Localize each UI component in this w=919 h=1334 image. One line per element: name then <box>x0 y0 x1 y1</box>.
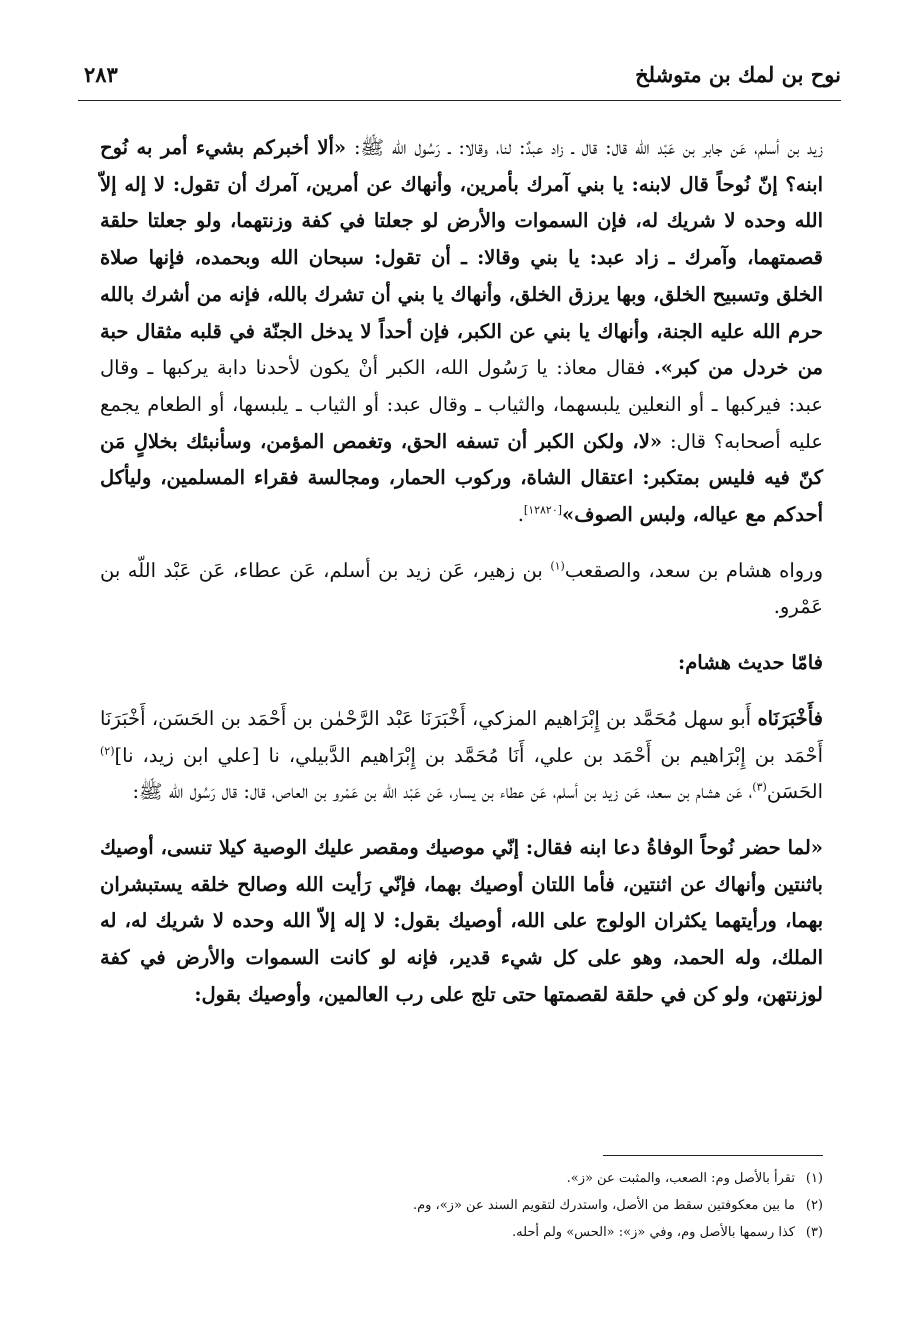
footnote-marker: (٢) <box>100 744 115 758</box>
text-segment: . <box>517 503 524 527</box>
quoted-text: «ألا أخبركم بشيء أمر به نُوح ابنه؟ إنّ نُوحاً قال لابنه: يا بني آمرك بأمرين، وأنهاك عن أمرين، آمرك أن تقول: لا إله إلاّ الله وحده لا شريك له، فإن السموات والأرض لو جعلتا في كفة وزنتهما، ولو جعلتا حلقة قصمتهما، وآمرك ـ زاد عبد: يا بني وقالا: ـ أن تقول: سبحان الله وبحمده، فإنها صلاة الخلق وتسبيح الخلق، وبها يرزق الخلق، وأنهاك يا بني أن تشرك بالله، فإنه من أشرك بالله حرم الله عليه الجنة، وأنهاك يا بني عن الكبر، فإن أحداً لا يدخل الجنّة في قلبه مثقال حبة من خردل من كبر». <box>100 136 823 380</box>
footnote-number: (١) <box>805 1171 823 1186</box>
text-segment: ورواه هشام بن سعد، والصقعب <box>564 558 823 582</box>
paragraph <box>100 701 823 811</box>
footnote-separator <box>603 1155 823 1156</box>
text-segment: فقال معاذ: يا رَسُول الله، الكبر أنْ يكون لأحدنا دابة يركبها ـ وقال عبد: فيركبها ـ أو النعلين يلبسهما، والثياب ـ وقال عبد: أو الثياب ـ يلبسها، أو الطعام يجمع عليه أصحابه؟ قال: <box>100 356 823 453</box>
paragraph <box>100 130 823 534</box>
paragraph <box>100 830 823 1014</box>
quoted-text: فأَخْبَرَنَاه <box>757 706 823 730</box>
text-segment: أَبو سهل مُحَمَّد بن إِبْرَاهيم المزكي، أَخْبَرَنَا عَبْد الرَّحْمٰن بن أَحْمَد بن الحَسَن، أَخْبَرَنَا أَحْمَد بن إِبْرَاهيم بن أَحْمَد بن علي، أَنَا مُحَمَّد بن إِبْرَاهيم الدَّبيلي، نا [علي ابن زيد، نا] <box>100 706 823 767</box>
footnote-marker: (٣) <box>752 780 767 794</box>
header-rule <box>78 100 841 101</box>
main-text <box>100 130 823 1032</box>
text-segment: بن زهير، عَن زيد بن أسلم، عَن عطاء، عَن عَبْد اللّه بن عَمْرو. <box>100 558 823 619</box>
footnote <box>100 1165 823 1192</box>
page-number: ٢٨٣ <box>84 62 118 87</box>
page-header <box>78 58 841 98</box>
running-title: نوح بن لمك بن متوشلخ <box>635 62 841 87</box>
footnote-text: ما بين معكوفتين سقط من الأصل، واستدرك لتقويم السند عن «ز»، وم. <box>412 1198 795 1213</box>
text-segment: ، عَن هشام بن سعد، عَن زيد بن أسلم، عَن عطاء بن يسار، عَن عَبْد اللّه بن عَمْرو بن العاص، قال: قال رَسُول الله ﷺ: <box>132 780 753 804</box>
paragraph <box>100 645 823 682</box>
text-segment: الحَسَن <box>766 780 823 804</box>
paragraph <box>100 553 823 626</box>
footnotes <box>100 1165 823 1246</box>
footnote-text: كذا رسمها بالأصل وم، وفي «ز»: «الحس» ولم أحله. <box>511 1225 795 1240</box>
footnote-marker: (١) <box>550 559 565 573</box>
footnote-number: (٢) <box>805 1198 823 1213</box>
footnote-text: تقرأ بالأصل وم: الصعب، والمثبت عن «ز». <box>566 1171 795 1186</box>
quoted-text: فامّا حديث هشام: <box>678 651 823 675</box>
footnote-number: (٣) <box>805 1225 823 1240</box>
quoted-text: «لا، ولكن الكبر أن تسفه الحق، وتغمص المؤمن، وسأنبئك بخلالٍ مَن كنّ فيه فليس بمتكبر: اعتقال الشاة، وركوب الحمار، ومجالسة فقراء المسلمين، وليأكل أحدكم مع عياله، ولبس الصوف» <box>100 429 823 527</box>
text-segment: زيد بن أسلم، عَن جابر بن عَبْد اللّه قال: قال ـ زاد عبدٌ: لنا، وقالا: ـ رَسُول الله ﷺ: <box>346 136 823 159</box>
quoted-text: «لما حضر نُوحاً الوفاةُ دعا ابنه فقال: إنّي موصيك ومقصر عليك الوصية كيلا تنسى، أوصيك باثنتين وأنهاك عن اثنتين، فأما اللتان أوصيك بهما، فإنّي رَأيت الله وصالح خلقه يستبشران بهما، ورأيتهما يكثران الولوج على الله، أوصيك بقول: لا إله إلاّ الله وحده لا شريك له، له الملك، وله الحمد، وهو على كل شيء قدير، فإنه لو كانت السموات والأرض في كفة لوزنتهن، ولو كن في حلقة لقصمتها حتى تلج على رب العالمين، وأوصيك بقول: <box>100 835 823 1006</box>
footnote-marker: [١٢٨٢٠] <box>523 503 563 517</box>
footnote <box>100 1219 823 1246</box>
footnote <box>100 1192 823 1219</box>
